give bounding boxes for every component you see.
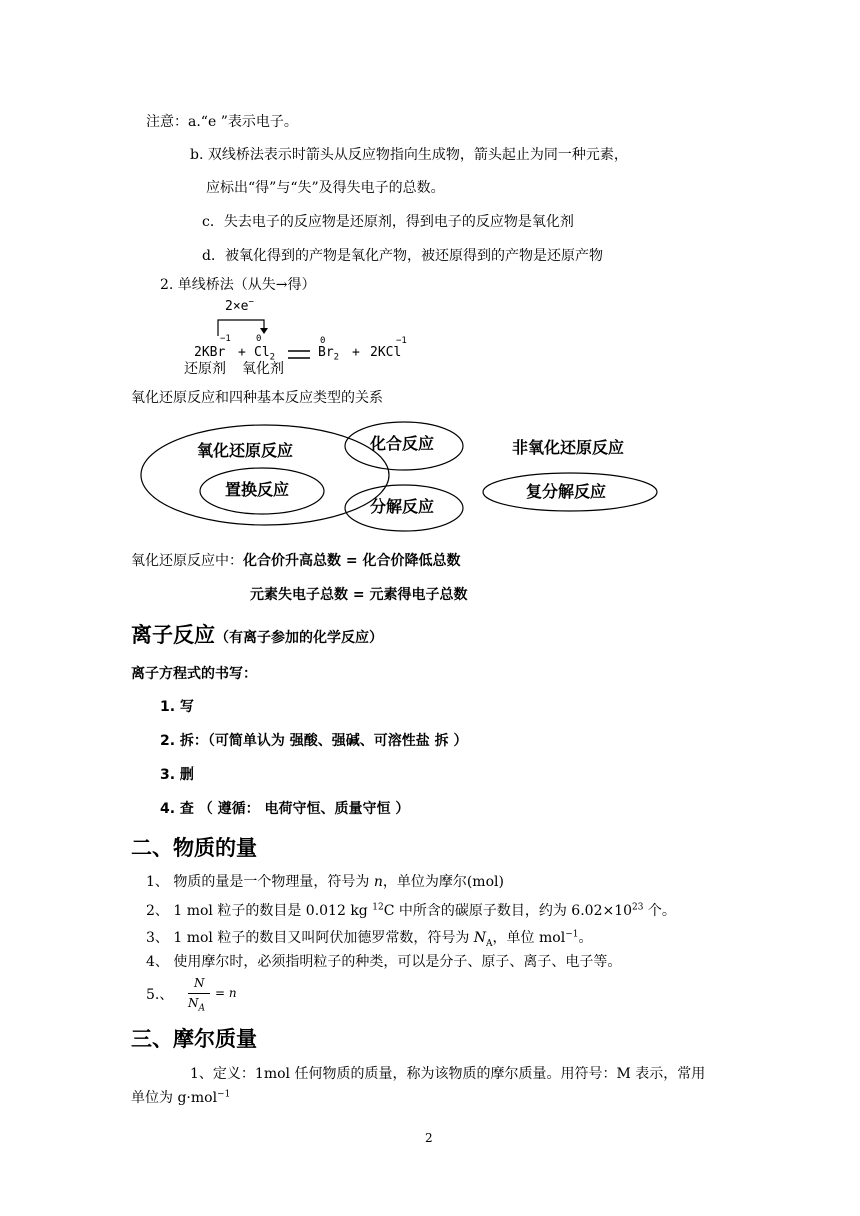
single-bridge-equation xyxy=(180,294,440,380)
ionic-sub: 离子方程式的书写： xyxy=(131,666,257,682)
ox-state-cl: 0 xyxy=(256,334,262,344)
label-non-redox: 非氧化还原反应 xyxy=(512,438,625,457)
note-b-line1: b. 双线桥法表示时箭头从反应物指向生成物，箭头起止为同一种元素， xyxy=(190,147,628,163)
ox-state-br: 0 xyxy=(320,336,326,346)
reactant-kbr: 2KBr xyxy=(194,345,226,360)
relation-caption: 氧化还原反应和四种基本反应类型的关系 xyxy=(131,390,383,406)
plus-sign: + xyxy=(352,345,360,360)
equals-sign xyxy=(286,348,312,362)
single-bridge-title: 2. 单线桥法（从失→得） xyxy=(160,277,316,293)
reactant-cl2: $Cl_2$ xyxy=(254,345,276,363)
amount-item-1: 1、 物质的量是一个物理量，符号为 n，单位为摩尔(mol) xyxy=(146,874,504,890)
ionic-step-2: 2. 拆：（可简单认为 强酸、强碱、可溶性盐 拆 ） xyxy=(160,733,468,749)
label-combination: 化合反应 xyxy=(370,434,435,453)
note-a: 注意：a.“e ”表示电子。 xyxy=(146,114,298,130)
formula-n xyxy=(188,974,248,1018)
formula-denominator: $N_A$ xyxy=(188,996,205,1014)
ox-state-kcl: −1 xyxy=(396,336,407,346)
label-redox: 氧化还原反应 xyxy=(197,441,294,460)
ionic-step-4: 4. 查 （ 遵循： 电荷守恒、质量守恒 ） xyxy=(160,801,410,817)
formula-numerator: N xyxy=(194,976,205,990)
molar-definition-line2: 单位为 g·mol$^{-1}$ xyxy=(131,1089,231,1106)
note-c: c．失去电子的反应物是还原剂，得到电子的反应物是氧化剂 xyxy=(202,214,574,230)
electron-count: 2×e− xyxy=(225,297,254,314)
note-d: d．被氧化得到的产物是氧化产物，被还原得到的产物是还原产物 xyxy=(202,248,603,264)
plus-sign: + xyxy=(238,345,246,360)
page-number: 2 xyxy=(425,1131,433,1145)
ox-state-kbr: −1 xyxy=(220,334,231,344)
label-replacement: 置换反应 xyxy=(225,480,290,499)
balance-line1: 氧化还原反应中：化合价升高总数 = 化合价降低总数 xyxy=(131,553,461,569)
product-br2: $Br_2$ xyxy=(318,345,340,363)
ionic-step-1: 1. 写 xyxy=(160,699,194,715)
amount-item-5: 5.、 xyxy=(146,987,174,1003)
amount-item-2: 2、 1 mol 粒子的数目是 0.012 kg $^{12}$C 中所含的碳原子数目，约为 $6.02\times 10^{23}$ 个。 xyxy=(146,902,676,919)
product-kcl: 2KCl xyxy=(370,345,402,360)
formula-rhs: = n xyxy=(215,986,237,1000)
label-decomposition: 分解反应 xyxy=(370,497,435,516)
label-double-decomposition: 复分解反应 xyxy=(526,482,607,501)
heading-ionic: 离子反应（有离子参加的化学反应） xyxy=(131,623,383,647)
amount-item-4: 4、 使用摩尔时，必须指明粒子的种类，可以是分子、原子、离子、电子等。 xyxy=(146,954,622,970)
ionic-step-3: 3. 删 xyxy=(160,767,194,783)
heading-molar-mass: 三、摩尔质量 xyxy=(131,1027,257,1051)
molar-definition-line1: 1、定义：1mol 任何物质的质量，称为该物质的摩尔质量。用符号：M 表示，常用 xyxy=(190,1066,706,1082)
heading-amount: 二、物质的量 xyxy=(131,836,257,860)
relation-diagram xyxy=(140,415,680,540)
label-oxidizer: 氧化剂 xyxy=(242,361,284,377)
amount-item-3: 3、 1 mol 粒子的数目又叫阿伏加德罗常数，符号为 $N_A$，单位 mol$^{-1}$。 xyxy=(146,929,593,949)
label-reducer: 还原剂 xyxy=(184,361,226,377)
balance-line2: 元素失电子总数 = 元素得电子总数 xyxy=(250,587,468,603)
note-b-line2: 应标出“得”与“失”及得失电子的总数。 xyxy=(206,180,445,196)
